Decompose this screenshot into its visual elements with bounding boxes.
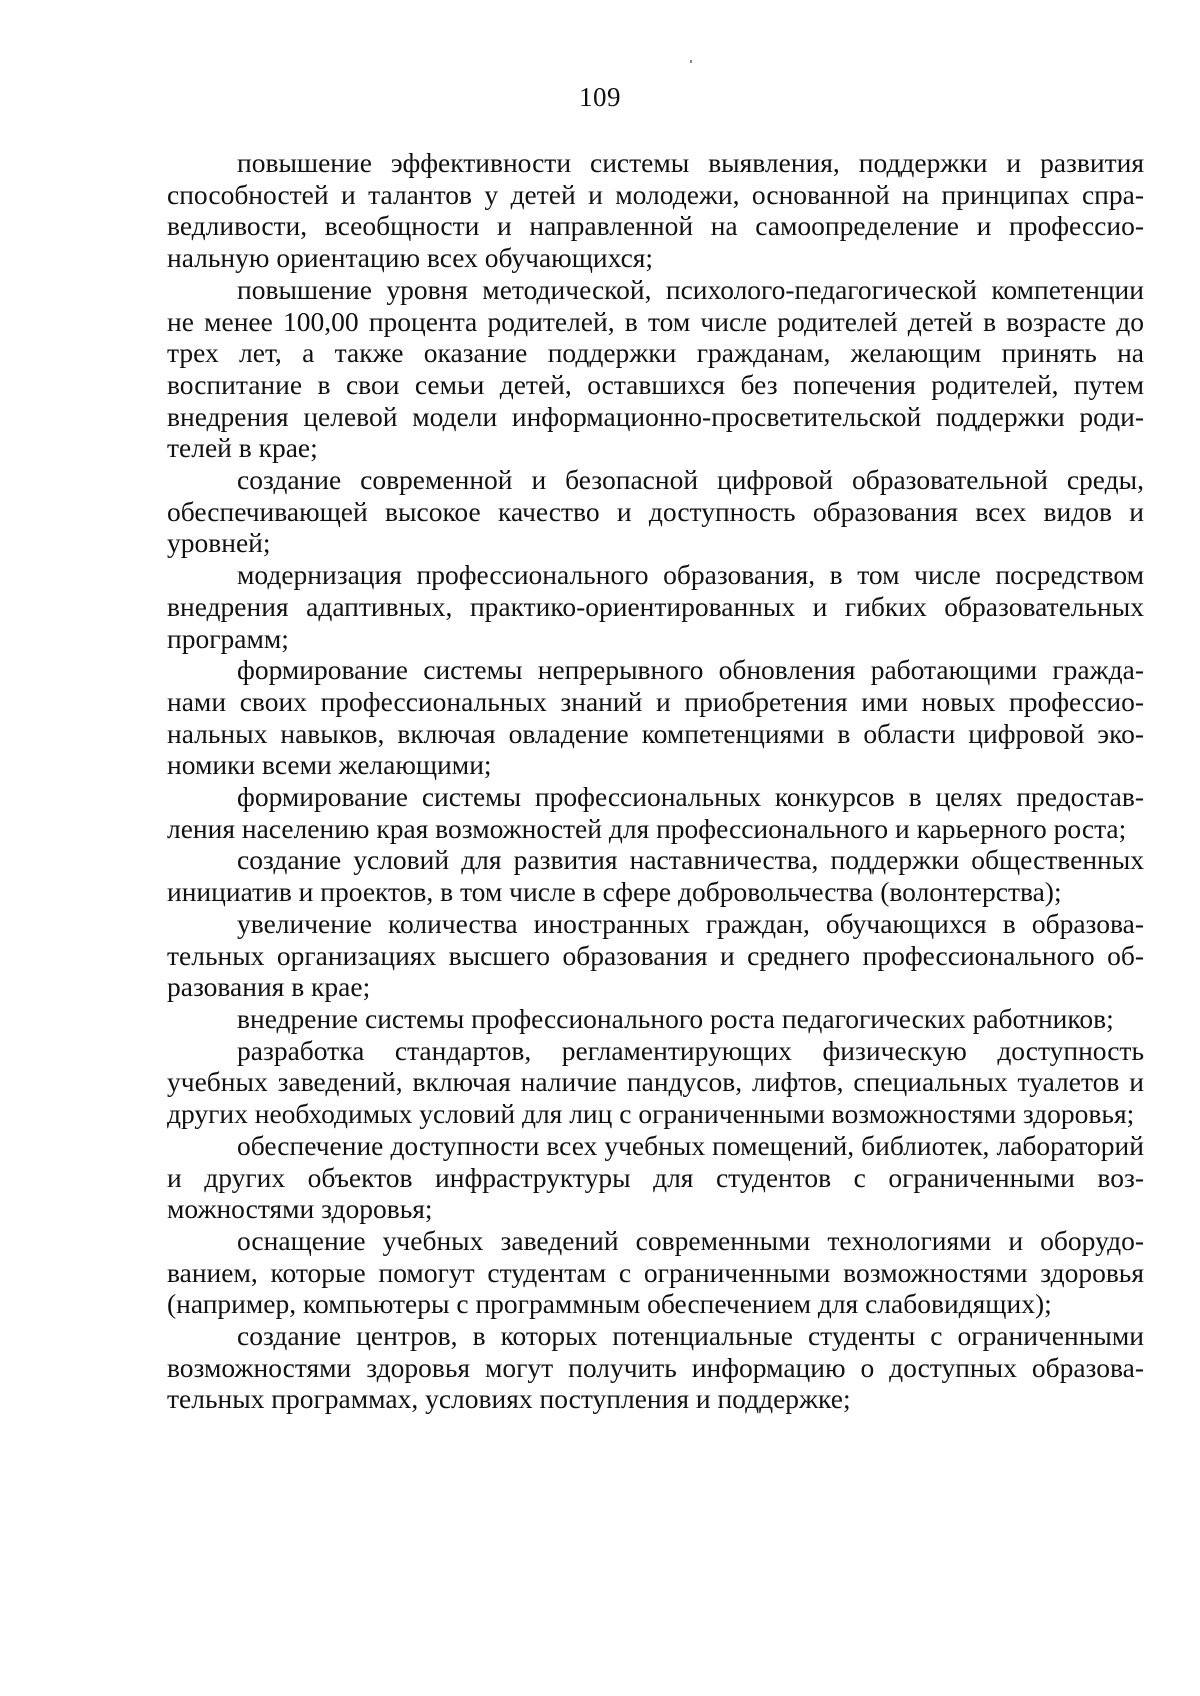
paragraph-parental-competence: повышение уровня методической, психолого-педагогической компетенции не менее 100,00 процента родителей, в том числе родителей детей в возрасте до трех лет, а также оказание поддержки гражданам, желающим принять на воспитание в свои семьи детей, оставшихся без попечения родителей, путем внедрения целевой модели информационно-просветительской поддержки родителей в крае; [167,273,1144,464]
paragraph-foreign-students: увеличение количества иностранных граждан, обучающихся в образовательных организациях высшего образования и среднего профессионального образования в крае; [167,907,1144,1003]
paragraph-accessibility-standards: разработка стандартов, регламентирующих физическую доступность учебных заведений, включая наличие пандусов, лифтов, специальных туалетов и других необходимых условий для лиц с ограниченными возможностями здоровья; [167,1034,1144,1130]
paragraph-continuous-learning: формирование системы непрерывного обновления работающими гражданами своих профессиональных знаний и приобретения ими новых профессиональных навыков, включая овладение компетенциями в области цифровой экономики всеми желающими; [167,654,1144,781]
paragraph-premises-accessibility: обеспечение доступности всех учебных помещений, библиотек, лабораторий и других объектов инфраструктуры для студентов с ограниченными возможностями здоровья; [167,1129,1144,1225]
paragraph-professional-contests: формирование системы профессиональных конкурсов в целях предоставления населению края возможностей для профессионального и карьерного роста; [167,781,1144,844]
paragraph-equipment: оснащение учебных заведений современными технологиями и оборудованием, которые помогут студентам с ограниченными возможностями здоровья (например, компьютеры с программным обеспечением для слабовидящих); [167,1224,1144,1320]
scan-artifact [690,60,692,63]
paragraph-vocational-modernization: модернизация профессионального образования, в том числе посредством внедрения адаптивных, практико-ориентированных и гибких образовательных программ; [167,559,1144,654]
page-number: 109 [579,82,621,112]
paragraph-mentoring-volunteering: создание условий для развития наставничества, поддержки общественных инициатив и проектов, в том числе в сфере добровольчества (волонтерства); [167,844,1144,908]
document-body [167,147,1144,1415]
paragraph-info-centers: создание центров, в которых потенциальные студенты с ограниченными возможностями здоровья могут получить информацию о доступных образовательных программах, условиях поступления и поддержке; [167,1320,1144,1415]
paragraph-teacher-growth: внедрение системы профессионального роста педагогических работников; [237,1002,1114,1034]
paragraph-digital-environment: создание современной и безопасной цифровой образовательной среды, обеспечивающей высокое качество и доступность образования всех видов и уровней; [167,464,1144,559]
paragraph-talent-development: повышение эффективности системы выявления, поддержки и развития способностей и талантов у детей и молодежи, основанной на принципах справедливости, всеобщности и направленной на самоопределение и профессиональную ориентацию всех обучающихся; [167,147,1144,274]
